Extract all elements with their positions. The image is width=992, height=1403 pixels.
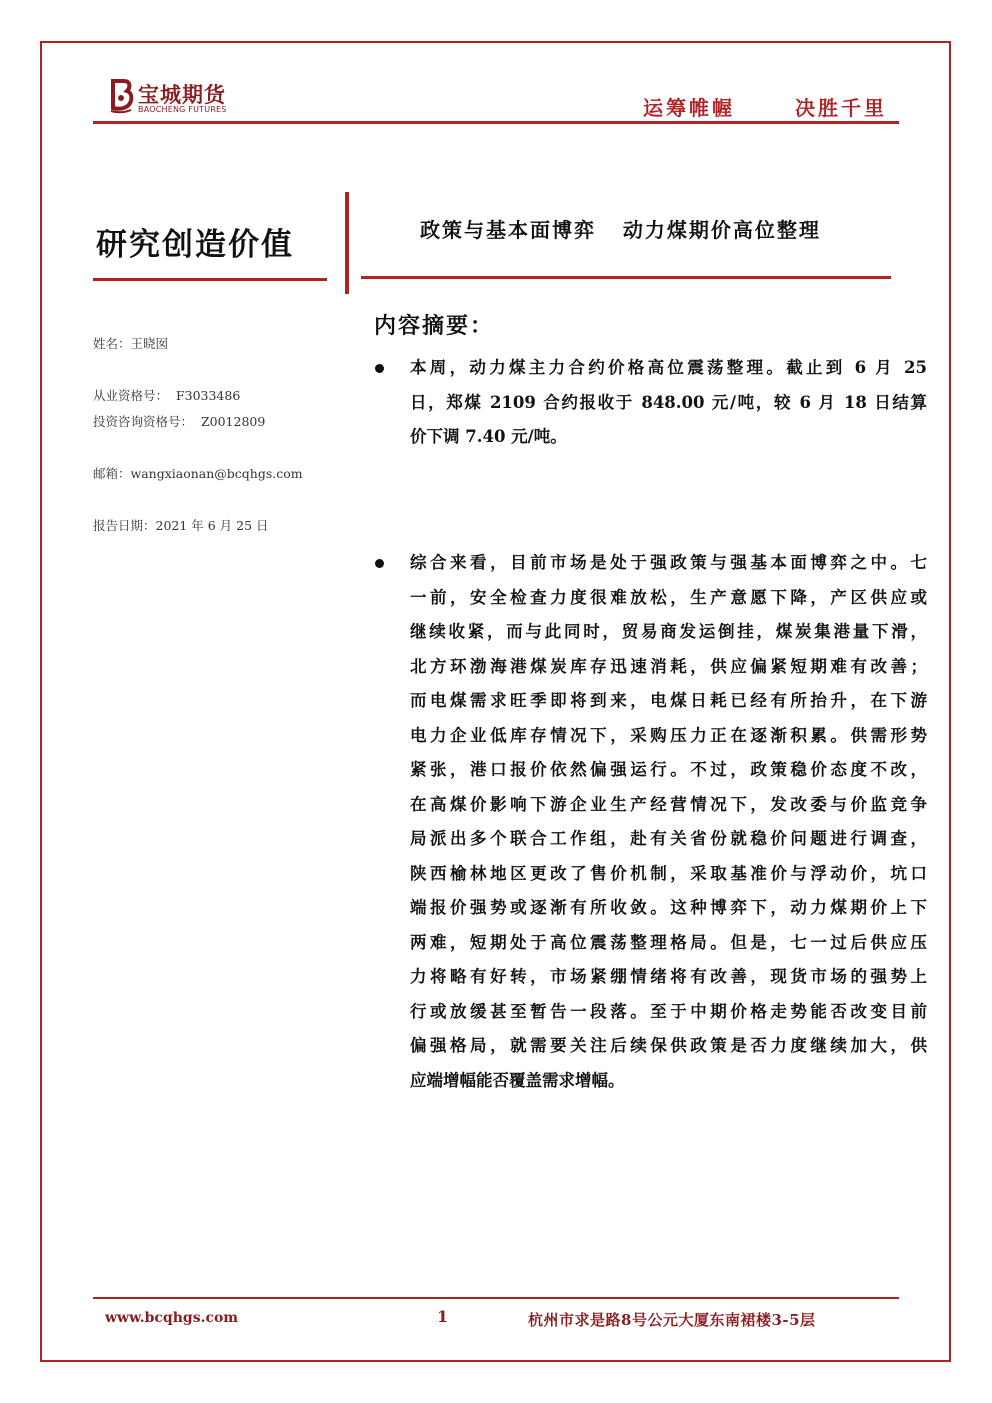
author-name: 姓名：王晓囡 — [93, 336, 169, 351]
report-title: 政策与基本面博弈 动力煤期价高位整理 — [420, 218, 821, 242]
paragraph-line: 端报价强势或逐渐有所收敛。这种博弈下，动力煤期价上下 — [410, 898, 927, 917]
paragraph-line: 行或放缓甚至暂告一段落。至于中期价格走势能否改变目前 — [410, 1001, 927, 1021]
page-number: 1 — [437, 1307, 449, 1326]
author-email: 邮箱：wangxiaonan@bcqhgs.com — [93, 466, 303, 481]
abstract-paragraph-1 — [410, 351, 927, 455]
paragraph-line: 力将略有好转，市场紧绷情绪将有改善，现货市场的强势上 — [410, 967, 927, 986]
paragraph-line: 本周，动力煤主力合约价格高位震荡整理。截止到 6 月 25 — [410, 358, 927, 377]
vertical-divider — [345, 192, 349, 294]
slogan-left: 运筹帷幄 — [643, 96, 735, 120]
footer-address: 杭州市求是路8号公元大厦东南裙楼3-5层 — [528, 1311, 816, 1329]
paragraph-line: 局派出多个联合工作组，赴有关省份就稳价问题进行调查， — [410, 829, 927, 848]
paragraph-line: 继续收紧，而与此同时，贸易商发运倒挂，煤炭集港量下滑， — [410, 622, 927, 641]
consult-certificate: 投资咨询资格号： Z0012809 — [93, 414, 266, 429]
bullet-icon — [375, 559, 384, 568]
paragraph-line: 价下调 7.40 元/吨。 — [410, 427, 567, 446]
footer-website-link[interactable]: www.bcqhgs.com — [105, 1310, 239, 1326]
paragraph-line: 紧张，港口报价依然偏强运行。不过，政策稳价态度不改， — [410, 760, 927, 779]
sidebar-slogan: 研究创造价值 — [96, 227, 294, 263]
paragraph-line: 两难，短期处于高位震荡整理格局。但是，七一过后供应压 — [410, 932, 927, 952]
company-logo — [108, 78, 278, 118]
logo-mark-icon — [108, 78, 134, 114]
logo-english-name: BAOCHENG FUTURES — [138, 105, 227, 114]
paragraph-line: 综合来看，目前市场是处于强政策与强基本面博弈之中。七 — [410, 553, 927, 572]
paragraph-line: 一前，安全检查力度很难放松，生产意愿下降，产区供应或 — [410, 587, 927, 607]
abstract-paragraph-2 — [410, 546, 927, 1098]
paragraph-line: 日，郑煤 2109 合约报收于 848.00 元/吨，较 6 月 18 日结算 — [410, 392, 927, 412]
report-date: 报告日期：2021 年 6 月 25 日 — [93, 518, 269, 533]
bullet-icon — [375, 364, 384, 373]
sidebar-divider — [93, 278, 327, 281]
paragraph-line: 而电煤需求旺季即将到来，电煤日耗已经有所抬升，在下游 — [410, 691, 927, 710]
paragraph-line: 偏强格局，就需要关注后续保供政策是否力度继续加大，供 — [410, 1036, 927, 1055]
logo-chinese-name: 宝城期货 — [138, 82, 226, 107]
paragraph-line: 陕西榆林地区更改了售价机制，采取基准价与浮动价，坑口 — [410, 863, 927, 883]
paragraph-line: 电力企业低库存情况下，采购压力正在逐渐积累。供需形势 — [410, 725, 927, 745]
slogan-right: 决胜千里 — [795, 96, 887, 120]
paragraph-line: 应端增幅能否覆盖需求增幅。 — [410, 1070, 625, 1090]
header-divider — [93, 121, 899, 124]
footer-divider — [93, 1297, 899, 1299]
paragraph-line: 在高煤价影响下游企业生产经营情况下，发改委与价监竞争 — [410, 794, 927, 814]
paragraph-line: 北方环渤海港煤炭库存迅速消耗，供应偏紧短期难有改善； — [410, 656, 927, 676]
practice-certificate: 从业资格号： F3033486 — [93, 388, 241, 403]
title-divider — [361, 276, 891, 279]
abstract-heading: 内容摘要： — [374, 313, 495, 339]
